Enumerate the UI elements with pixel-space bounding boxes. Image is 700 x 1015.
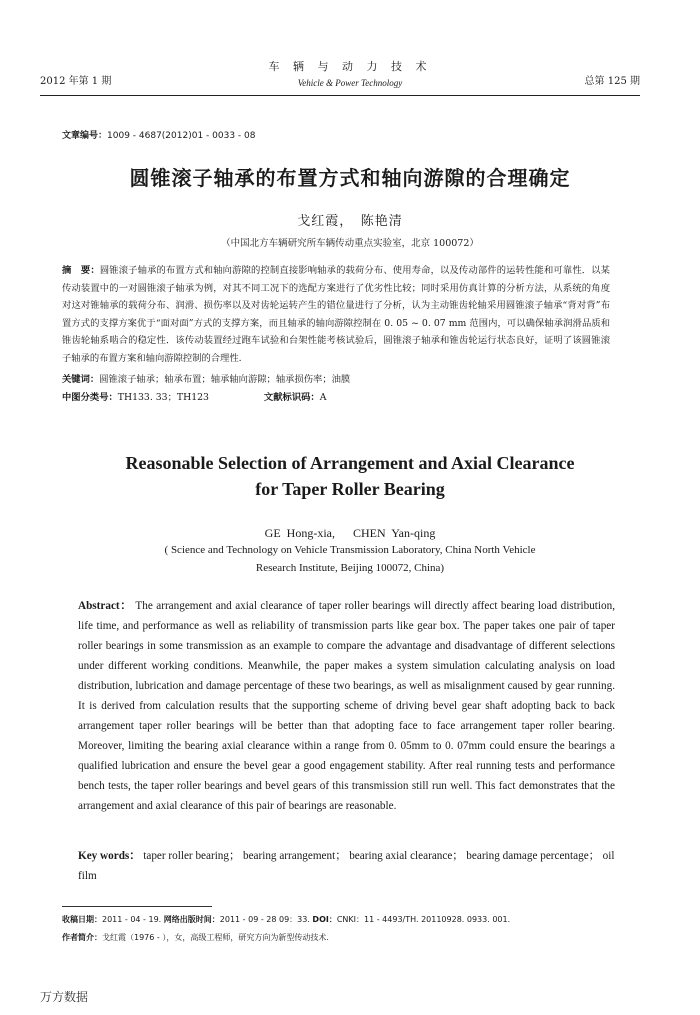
published-value: 2011 - 09 - 28 09：33. xyxy=(219,915,310,924)
authors-en: GE Hong-xia, CHEN Yan-qing xyxy=(264,526,436,540)
title-cn: 圆锥滚子轴承的布置方式和轴向游隙的合理确定 xyxy=(129,166,571,190)
footnote-author xyxy=(62,932,329,943)
abstract-cn-text: 圆锥滚子轴承的布置方式和轴向游隙的控制直接影响轴承的载荷分布、使用寿命，以及传动部件的运转性能和可靠性．以某传动装置中的一对圆锥滚子轴承为例，对其不同工况下的选配方案进行了优劣性比较；同时采用仿真计算的分析方法，从系统的角度对这对锥轴承的载荷分布、润滑、损伤率以及对齿轮运转产生的错位量进行了分析，认为主动锥齿轮轴采用圆锥滚子轴承“背对背”布置方式的支撑方案优于“面对面”方式的支撑方案，而且轴承的轴向游隙控制在 0. 05 ~ 0. 07 mm 范围内，可以确保轴承润滑品质和锥齿轮轴系啮合的稳定性．该传动装置经过跑车试验和台架性能考核试验后，圆锥滚子轴承和锥齿轮运行状态良好，证明了该圆锥滚子轴承的布置方案和轴向游隙控制的合理性. xyxy=(62,265,610,364)
abstract-en xyxy=(78,596,615,816)
journal-name-en: Vehicle & Power Technology xyxy=(297,78,403,88)
affiliation-en xyxy=(0,541,700,577)
title-en-line2: for Taper Roller Bearing xyxy=(255,479,445,499)
abstract-cn xyxy=(62,262,610,368)
abstract-cn-label: 摘 要： xyxy=(62,265,100,276)
keywords-cn-label: 关键词： xyxy=(62,374,100,385)
doc-code-label: 文献标识码： xyxy=(263,392,320,403)
affiliation-en-line2: Research Institute, Beijing 100072, China) xyxy=(255,562,445,574)
title-en-line1: Reasonable Selection of Arrangement and Axial Clearance xyxy=(125,453,575,473)
article-number-value: 1009 - 4687(2012)01 - 0033 - 08 xyxy=(107,131,256,141)
published-label: 网络出版时间： xyxy=(163,915,220,924)
article-number xyxy=(62,128,255,141)
keywords-en-label: Key words： xyxy=(78,850,141,862)
received-value: 2011 - 04 - 19. xyxy=(102,915,162,924)
affiliation-en-line1: ( Science and Technology on Vehicle Transmission Laboratory, China North Vehicle xyxy=(164,544,536,556)
keywords-cn-text: 圆锥滚子轴承；轴承布置；轴承轴向游隙；轴承损伤率；油膜 xyxy=(99,374,351,385)
header-rule xyxy=(40,95,640,96)
issue-label: 2012 年第 1 期 xyxy=(40,76,112,87)
keywords-en xyxy=(78,846,615,886)
footnote-dates xyxy=(62,914,510,925)
article-number-label: 文章编号： xyxy=(62,131,108,141)
journal-name-cn: 车 辆 与 动 力 技 术 xyxy=(268,60,432,73)
author-bio-label: 作者简介： xyxy=(62,933,102,942)
clc-value: TH133. 33；TH123 xyxy=(117,392,209,403)
abstract-en-text: The arrangement and axial clearance of taper roller bearings will directly affect bearing load distribution, life time, and performance as well as reliability of transmission parts like gear box. The paper takes one pair of taper roller bearings in some transmission as an example to compare the advantage and disadvantage of different selections under different working conditions. Meanwhile, the paper makes a system simulation calculating analysis on load distribution, lubrication and damage percentage of these two bearings, as well as misalignment caused by gear running. It is derived from calculation results that the supporting scheme of driving bevel gear shaft adopting back to back arrangement taper roller bearings will be better than that adopting face to face arrangement taper roller bearing. Moreover, limiting the bearing axial clearance within a range from 0. 05mm to 0. 07mm could ensure the bearings a qualified lubrication and ensure the bevel gear a good engagement stability. After real running tests and performance bench tests, the taper roller bearings and bevel gears of this transmission still run well. This fact demonstrates that the arrangement and axial clearance of this pair of bearings are reasonable. xyxy=(78,600,615,812)
doi-label: DOI： xyxy=(312,915,337,924)
author-bio-value: 戈红霞（1976 - ），女，高级工程师，研究方向为新型传动技术. xyxy=(102,933,329,942)
authors-cn: 戈红霞， 陈艳清 xyxy=(297,214,403,229)
watermark-text: 万方数据 xyxy=(40,990,89,1004)
keywords-cn xyxy=(62,371,622,385)
keywords-en-text: taper roller bearing； bearing arrangement； bearing axial clearance； bearing damage percentage； oil film xyxy=(78,850,615,882)
received-label: 收稿日期： xyxy=(62,915,102,924)
doi-value: CNKI：11 - 4493/TH. 20110928. 0933. 001. xyxy=(336,915,511,924)
clc-label: 中图分类号： xyxy=(62,392,118,403)
title-en xyxy=(0,450,700,502)
footnote-rule xyxy=(62,906,212,907)
affiliation-cn: （中国北方车辆研究所车辆传动重点实验室，北京 100072） xyxy=(221,238,479,249)
serial-label: 总第 125 期 xyxy=(584,76,640,87)
doc-code-value: A xyxy=(319,392,327,403)
abstract-en-label: Abstract： xyxy=(78,600,133,612)
classification-line xyxy=(62,389,622,403)
